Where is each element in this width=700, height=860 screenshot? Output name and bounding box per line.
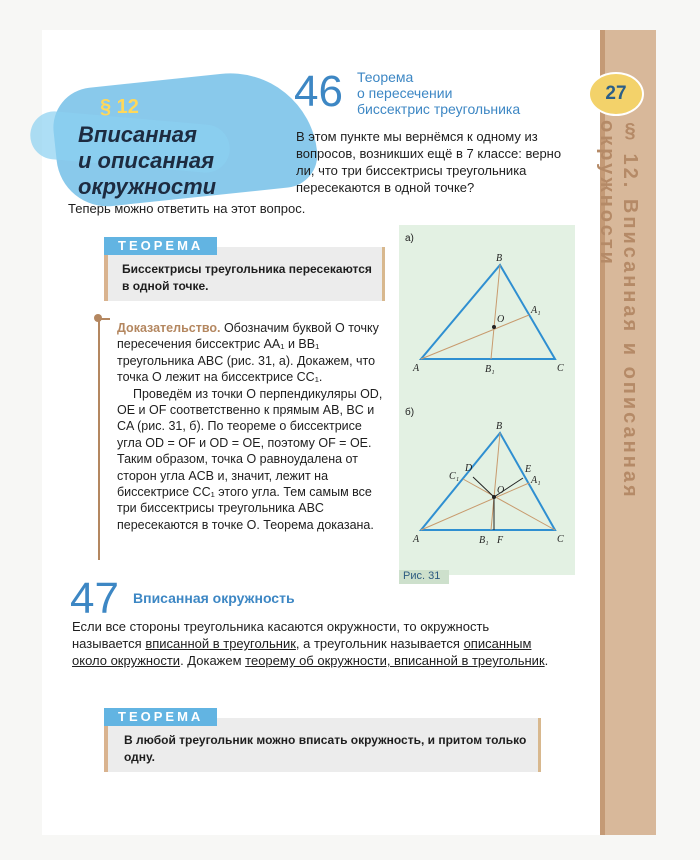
bisector-aa1-a	[421, 315, 529, 359]
label-e-b: E	[525, 464, 532, 475]
item-47-paragraph	[72, 618, 562, 669]
proof-label: Доказательство.	[117, 321, 221, 335]
chapter-title-line1: Вписанная	[78, 122, 198, 147]
theorem-box-46	[104, 238, 385, 301]
term-theorem-inscribed-circle[interactable]: теорему об окружности, вписанной в треугольник	[245, 653, 545, 668]
label-d-b: D	[465, 463, 473, 474]
item-number-47: 47	[70, 574, 119, 623]
bisector-bb1-a	[491, 265, 500, 359]
bisector-bb1-b	[491, 433, 500, 530]
page-number: 27	[588, 72, 644, 116]
panel-a-label: а)	[405, 233, 414, 244]
label-b1-b: B₁	[479, 535, 489, 546]
item-46-after-intro: Теперь можно ответить на этот вопрос.	[68, 201, 306, 216]
chapter-title-line2: и описанная	[78, 148, 215, 173]
label-f-b: F	[497, 535, 504, 546]
theorem-box-47	[104, 709, 541, 772]
item-46-heading-line1: Теорема	[357, 69, 414, 85]
chapter-title	[78, 122, 238, 200]
proof-text	[117, 320, 385, 533]
item-46-heading	[357, 69, 587, 117]
proof-bracket	[98, 318, 110, 560]
vertical-section-title: § 12. Вписанная и описанная окружности	[596, 120, 641, 500]
theorem-tag: ТЕОРЕМА	[104, 708, 217, 726]
label-c-b: C	[557, 534, 564, 545]
section-number: § 12	[100, 96, 139, 118]
term-inscribed[interactable]: вписанной в треугольник	[145, 636, 296, 651]
label-c-a: C	[557, 363, 564, 374]
label-a1-b: A₁	[531, 475, 541, 486]
theorem-box-bar	[104, 247, 108, 301]
item-47-text-1: Если все стороны треугольника касаются окружности, то окружность называется	[72, 619, 490, 651]
term-circumscribed[interactable]: описанным около окружности	[72, 636, 532, 668]
proof-part2: Проведём из точки O перпендикуляры OD, OE и OF соответственно к прямым AB, BC и CA (рис. 31, б). По теореме о биссектрисе угла OD = OF и OD = OE, поэтому OF = OE. Таким образом, точка O равноудалена от сторон угла ACB и, значит, лежит на биссектрисе CC₁ этого угла. Тем самым все три биссектрисы треугольника ABC пересекаются в точке O. Теорема доказана.	[117, 386, 383, 532]
item-number-46: 46	[294, 67, 343, 116]
label-c1-b: C₁	[449, 471, 460, 482]
label-b-b: B	[496, 421, 503, 432]
label-a1-a: A₁	[531, 305, 541, 316]
item-46-intro: В этом пункте мы вернёмся к одному из вопросов, возникших ещё в 7 классе: верно ли, что три биссектрисы треугольника пересекаются в одной точке?	[296, 129, 562, 195]
point-o-b	[492, 495, 496, 499]
label-b-a: B	[496, 253, 503, 264]
theorem-text-47: В любой треугольник можно вписать окружность, и притом только одну.	[124, 733, 527, 764]
label-b1-a: B₁	[485, 364, 495, 375]
label-a-a: A	[413, 363, 420, 374]
label-o-b: O	[497, 485, 505, 496]
perpendicular-od	[473, 477, 494, 497]
figure-caption: Рис. 31	[399, 570, 449, 584]
panel-b-label: б)	[405, 407, 415, 418]
figure-31	[399, 225, 575, 575]
point-o-a	[492, 325, 496, 329]
figure-31-drawing	[399, 225, 575, 575]
item-46-heading-line2: о пересечении	[357, 85, 453, 101]
label-o-a: O	[497, 314, 505, 325]
item-47-text-2: , а треугольник называется	[295, 636, 464, 651]
item-47-text-4: .	[544, 653, 549, 668]
item-47-text-3: . Докажем	[180, 653, 246, 668]
theorem-text-46: Биссектрисы треугольника пересекаются в одной точке.	[122, 262, 372, 293]
theorem-box-bar	[104, 718, 108, 772]
item-46-heading-line3: биссектрис треугольника	[357, 101, 521, 117]
theorem-tag: ТЕОРЕМА	[104, 237, 217, 255]
proof-part1: Обозначим буквой O точку пересечения биссектрис AA₁ и BB₁ треугольника ABC (рис. 31, а). Докажем, что точка O лежит на биссектрисе CC₁.	[117, 321, 379, 385]
chapter-title-line3: окружности	[78, 174, 217, 199]
label-a-b: A	[413, 534, 420, 545]
item-47-heading: Вписанная окружность	[133, 590, 295, 606]
